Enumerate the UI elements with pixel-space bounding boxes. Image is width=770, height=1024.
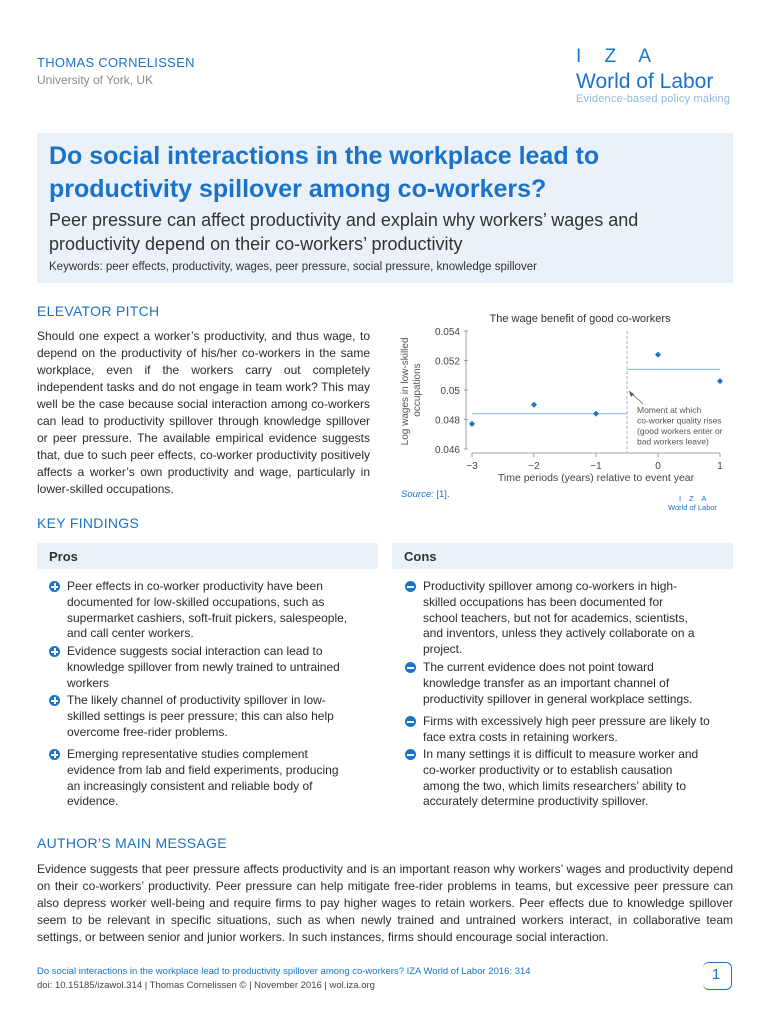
- plus-circle-icon: [49, 646, 60, 657]
- finding-line: skilled occupations has been documented for: [423, 594, 664, 609]
- plus-circle-icon: [49, 749, 60, 760]
- main-message-text: Evidence suggests that peer pressure affects productivity and is an important reason why workers’ wages and productivity depend on their co-workers’ productivity. Peer pressure can help mitigate free-rider problems in teams, but excessive peer pressure can also depress worker well-being and require firms to pay higher wages to retain workers. Peer effects due to knowledge spillover seem to be relevant in specific situations, such as when newly trained and untrained workers interact, in collaborative team settings, or between senior and junior workers. In such instances, firms should encourage social interaction.: [37, 862, 733, 944]
- plus-circle-icon: [49, 695, 60, 706]
- finding-line: school teachers, but not for academics, scientists,: [423, 610, 688, 625]
- x-tick-label: −1: [590, 461, 602, 472]
- data-point: [531, 402, 537, 408]
- main-message-heading: AUTHOR’S MAIN MESSAGE: [37, 835, 227, 851]
- annotation-line: (good workers enter or: [637, 426, 723, 436]
- chart-annotation: [637, 405, 723, 447]
- finding-text: [67, 579, 347, 642]
- chart-y-label-line-2: occupations: [412, 363, 423, 417]
- finding-line: supermarket cashiers, soft-fruit pickers, salespeople,: [67, 610, 348, 625]
- finding-line: co-worker productivity or to establish causation: [423, 762, 673, 777]
- footer-doi: doi: 10.15185/izawol.314 | Thomas Cornelissen © | November 2016 | wol.iza.org: [37, 980, 375, 991]
- finding-text: [67, 747, 339, 810]
- finding-line: The likely channel of productivity spillover in low-: [67, 693, 326, 707]
- chart-y-label: [400, 335, 423, 446]
- finding-line: knowledge spillover from newly trained to untrained: [67, 659, 340, 674]
- finding-text: [67, 644, 340, 691]
- chart-axes: [435, 327, 723, 472]
- cons-header: [392, 543, 733, 569]
- y-tick-label: 0.048: [434, 415, 460, 427]
- finding-line: Productivity spillover among co-workers in high-: [423, 579, 678, 593]
- finding-line: project.: [423, 642, 463, 657]
- chart-wol-logo: World of Labor: [668, 503, 718, 512]
- keywords: Keywords: peer effects, productivity, wages, peer pressure, social pressure, knowledge spillover: [49, 261, 537, 273]
- finding-text: [423, 660, 692, 707]
- chart-iza-logo: I Z A: [679, 494, 710, 503]
- finding-text: [423, 747, 698, 810]
- finding-line: Peer effects in co-worker productivity have been: [67, 579, 323, 593]
- x-tick-label: 1: [717, 461, 723, 472]
- chart-source-label: Source:: [401, 489, 434, 500]
- page-subtitle: Peer pressure can affect productivity and explain why workers’ wages and productivity depend on their co-workers’ productivity: [49, 210, 639, 254]
- finding-line: productivity spillover in general workplace settings.: [423, 691, 693, 706]
- finding-text: [67, 693, 334, 740]
- y-tick-label: 0.052: [434, 356, 460, 368]
- chart-title: The wage benefit of good co-workers: [489, 313, 671, 325]
- annotation-arrowhead: [629, 391, 634, 397]
- finding-line: documented for low-skilled occupations, such as: [67, 594, 325, 609]
- elevator-pitch-heading: ELEVATOR PITCH: [37, 303, 160, 319]
- finding-line: overcome free-rider problems.: [67, 724, 228, 739]
- finding-line: accurately determine productivity spillover.: [423, 794, 649, 809]
- footer-citation: Do social interactions in the workplace lead to productivity spillover among co-workers? IZA World of Labor 2016: 314: [37, 966, 531, 977]
- finding-line: workers: [67, 675, 110, 690]
- finding-line: skilled settings is peer pressure; this can also help: [67, 708, 334, 723]
- finding-line: In many settings it is difficult to measure worker and: [423, 747, 699, 761]
- minus-circle-icon: [405, 716, 416, 727]
- chart-source-ref: [1].: [433, 489, 450, 500]
- chart-x-label: Time periods (years) relative to event year: [497, 472, 695, 484]
- finding-line: Firms with excessively high peer pressure are likely to: [423, 714, 710, 728]
- page-title: Do social interactions in the workplace lead to productivity spillover among co-workers?: [49, 142, 600, 203]
- finding-line: and inventors, unless they actively collaborate on a: [423, 626, 695, 641]
- tagline: Evidence-based policy making: [576, 93, 731, 105]
- y-tick-label: 0.054: [434, 327, 460, 338]
- finding-line: an increasingly consistent and reliable body of: [67, 778, 313, 793]
- chart-source: [401, 489, 450, 500]
- annotation-line: co-worker quality rises: [637, 415, 722, 426]
- finding-text: [423, 714, 710, 746]
- finding-line: The current evidence does not point toward: [423, 660, 654, 674]
- finding-line: Emerging representative studies complement: [67, 747, 308, 761]
- author-name: THOMAS CORNELISSEN: [37, 55, 195, 70]
- x-tick-label: −3: [466, 461, 478, 472]
- minus-circle-icon: [405, 662, 416, 673]
- finding-line: among the two, which limits researchers’ ability to: [423, 778, 686, 793]
- elevator-pitch-text: Should one expect a worker’s productivity, and thus wage, to depend on the productivity of his/her co-workers in the same workplace, even if the workers carry out completely independent tasks and do not engage in team work? This may well be the case because social interaction among co-workers can lead to productivity spillover through knowledge spillover or peer pressure. The available empirical evidence suggests that, due to such peer effects, co-worker productivity positively affects a worker’s own productivity and wage, particularly in lower-skilled occupations.: [37, 329, 370, 496]
- pros-header: [37, 543, 378, 569]
- finding-line: and call center workers.: [67, 626, 194, 641]
- finding-line: Evidence suggests social interaction can lead to: [67, 644, 323, 658]
- author-affiliation: University of York, UK: [37, 73, 154, 87]
- data-point: [655, 352, 661, 358]
- annotation-line: bad workers leave): [637, 436, 709, 447]
- minus-circle-icon: [405, 581, 416, 592]
- iza-logo: I Z A: [576, 46, 661, 67]
- finding-line: knowledge transfer as an important channel of: [423, 675, 670, 690]
- chart-y-label-line-1: Log wages in low-skilled: [400, 337, 411, 446]
- y-tick-label: 0.046: [434, 445, 460, 456]
- finding-line: evidence.: [67, 794, 119, 809]
- finding-line: evidence from lab and field experiments, producing: [67, 762, 339, 777]
- y-tick-label: 0.05: [440, 386, 460, 397]
- finding-text: [423, 579, 695, 658]
- data-point: [469, 421, 475, 427]
- finding-line: face extra costs in retaining workers.: [423, 729, 618, 744]
- wage-benefit-chart: [398, 305, 738, 515]
- cons-label: Cons: [404, 549, 437, 564]
- world-of-labor-logo: World of Labor: [576, 70, 714, 93]
- pros-list: [49, 579, 379, 819]
- data-point: [717, 378, 723, 384]
- plus-circle-icon: [49, 581, 60, 592]
- x-tick-label: −2: [528, 461, 540, 472]
- pros-label: Pros: [49, 549, 78, 564]
- key-findings-heading: KEY FINDINGS: [37, 515, 140, 531]
- data-point: [593, 411, 599, 417]
- page-number: 1: [711, 966, 721, 983]
- x-tick-label: 0: [655, 461, 661, 472]
- cons-list: [405, 579, 735, 819]
- annotation-line: Moment at which: [637, 405, 702, 415]
- minus-circle-icon: [405, 749, 416, 760]
